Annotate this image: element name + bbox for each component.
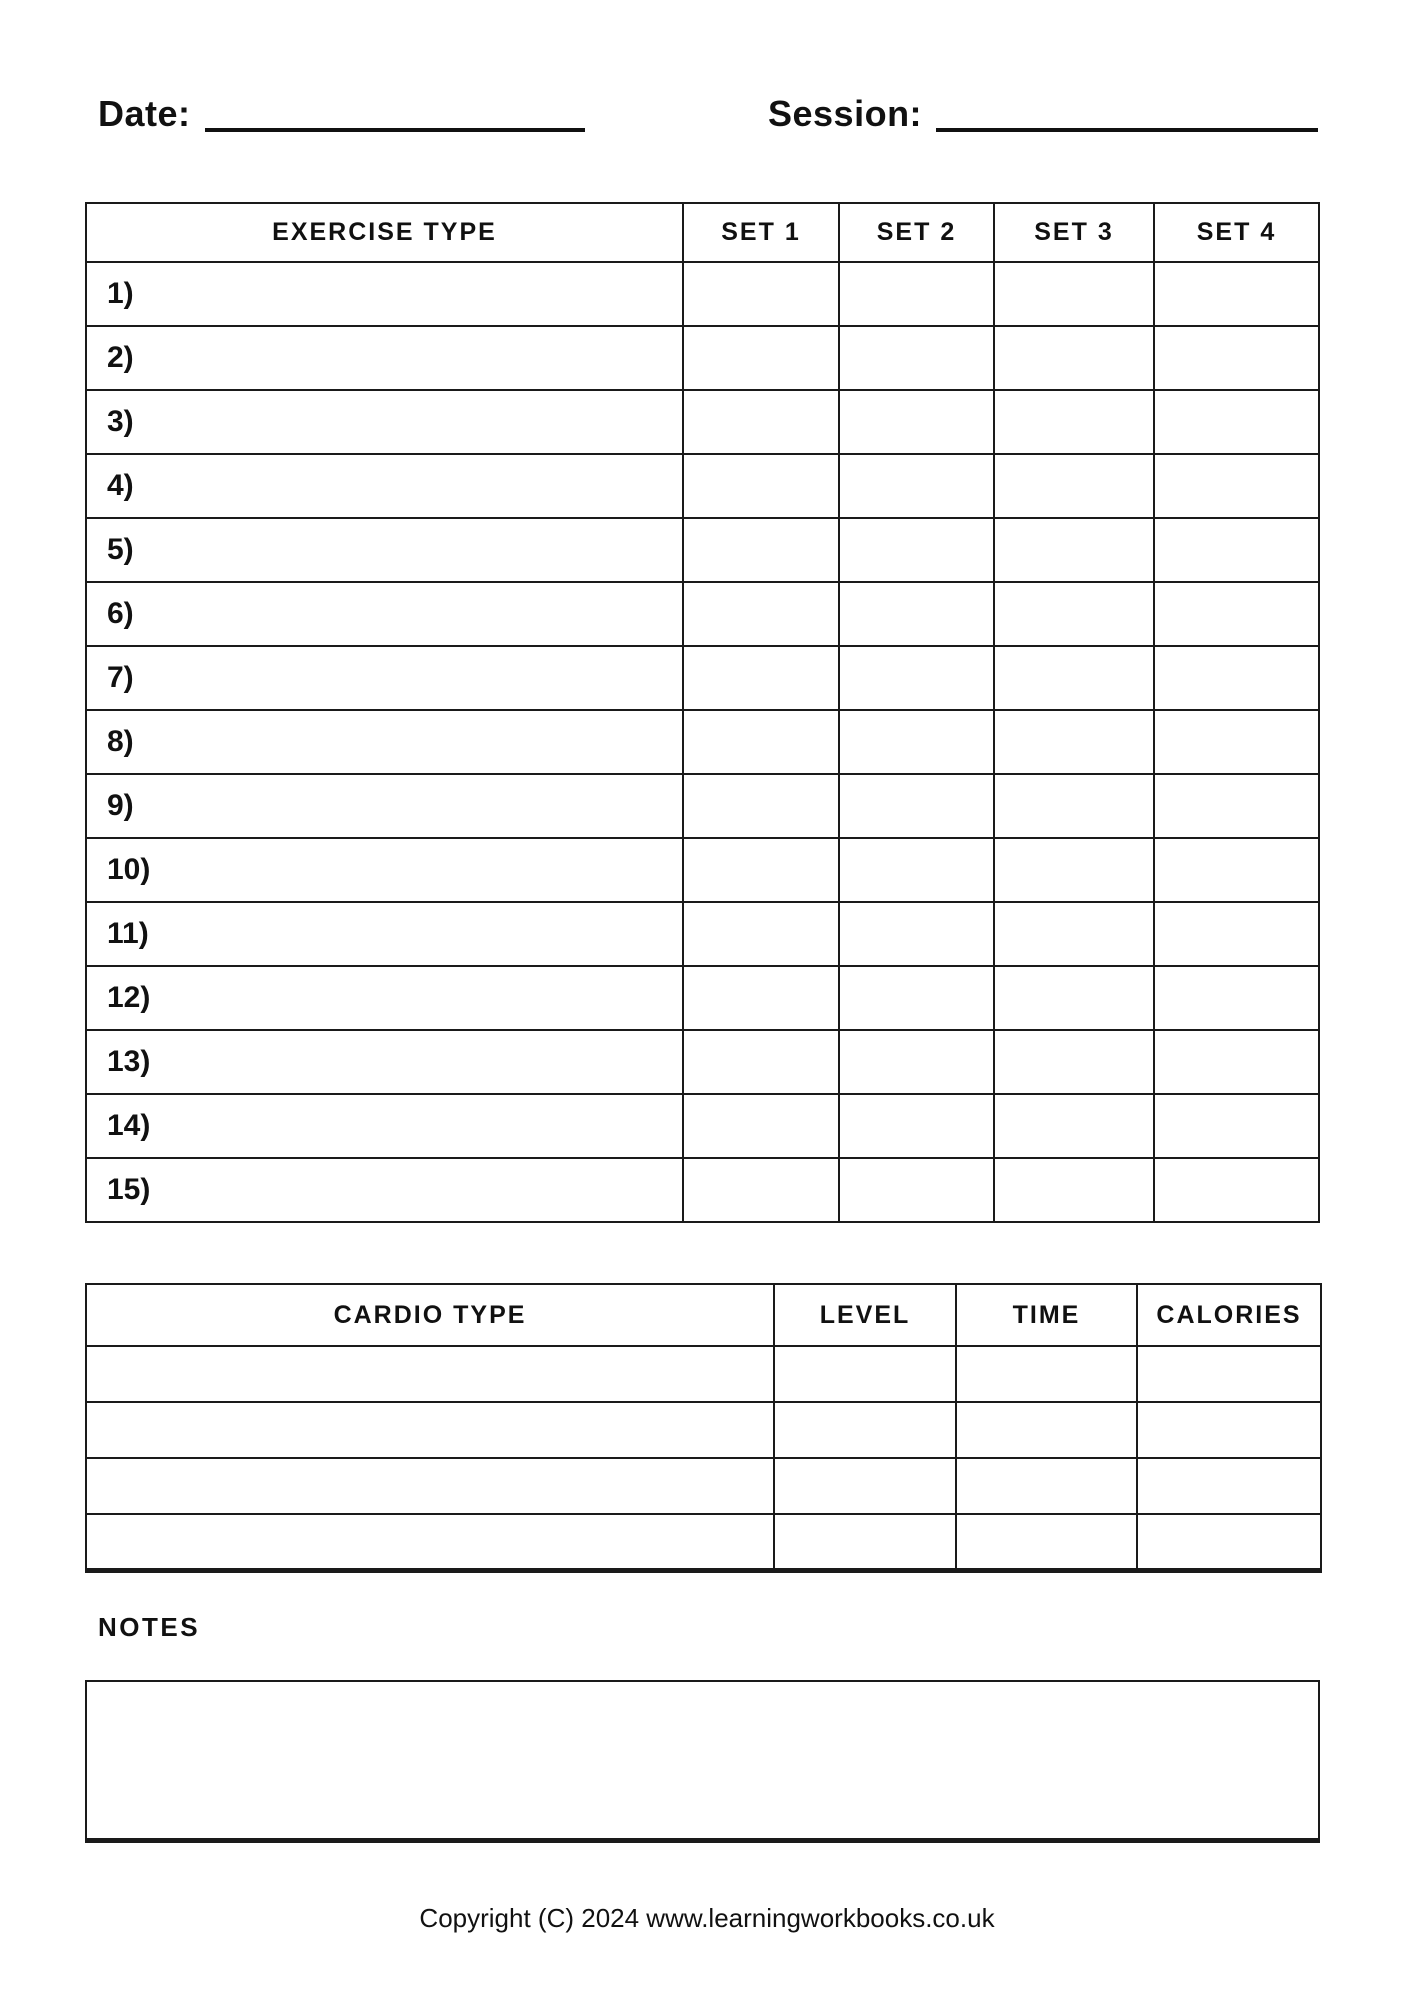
set-4-cell[interactable] [1154, 646, 1319, 710]
set-2-cell[interactable] [839, 1094, 994, 1158]
exercise-row [86, 454, 1319, 518]
exercise-row [86, 1030, 1319, 1094]
set-4-cell[interactable] [1154, 710, 1319, 774]
set-4-cell[interactable] [1154, 326, 1319, 390]
exercise-row-number: 7) [107, 661, 134, 694]
exercise-table [85, 202, 1320, 1223]
set-1-cell[interactable] [683, 518, 839, 582]
set-3-cell[interactable] [994, 710, 1154, 774]
cardio-row [86, 1346, 1321, 1402]
set-2-cell[interactable] [839, 1158, 994, 1222]
exercise-name-cell[interactable] [86, 902, 683, 966]
exercise-name-cell[interactable] [86, 966, 683, 1030]
set-2-cell[interactable] [839, 390, 994, 454]
set-1-cell[interactable] [683, 1158, 839, 1222]
set-4-cell[interactable] [1154, 1094, 1319, 1158]
set-4-cell[interactable] [1154, 582, 1319, 646]
calories-cell[interactable] [1137, 1458, 1321, 1514]
cardio-type-cell[interactable] [86, 1458, 774, 1514]
set-2-cell[interactable] [839, 262, 994, 326]
time-cell[interactable] [956, 1458, 1137, 1514]
set-4-cell[interactable] [1154, 518, 1319, 582]
cardio-table [85, 1283, 1322, 1573]
exercise-row [86, 902, 1319, 966]
set-4-cell[interactable] [1154, 1158, 1319, 1222]
exercise-row-number: 2) [107, 341, 134, 374]
set-1-cell[interactable] [683, 262, 839, 326]
set-3-cell[interactable] [994, 326, 1154, 390]
set-3-cell[interactable] [994, 838, 1154, 902]
set-2-cell[interactable] [839, 902, 994, 966]
set-2-cell[interactable] [839, 646, 994, 710]
exercise-row-number: 15) [107, 1173, 151, 1206]
calories-cell[interactable] [1137, 1402, 1321, 1458]
exercise-row-number: 1) [107, 277, 134, 310]
exercise-row-number: 9) [107, 789, 134, 822]
exercise-name-cell[interactable] [86, 454, 683, 518]
exercise-type-header: EXERCISE TYPE [86, 203, 683, 262]
set-2-header: SET 2 [839, 203, 994, 262]
set-1-header: SET 1 [683, 203, 839, 262]
exercise-row-number: 14) [107, 1109, 151, 1142]
exercise-row-number: 13) [107, 1045, 151, 1078]
exercise-name-cell[interactable] [86, 262, 683, 326]
date-label: Date: [98, 93, 191, 134]
calories-header: CALORIES [1137, 1284, 1321, 1346]
exercise-row-number: 3) [107, 405, 134, 438]
cardio-type-cell[interactable] [86, 1402, 774, 1458]
set-4-cell[interactable] [1154, 1030, 1319, 1094]
set-2-cell[interactable] [839, 838, 994, 902]
exercise-row [86, 710, 1319, 774]
set-1-cell[interactable] [683, 838, 839, 902]
level-cell[interactable] [774, 1402, 956, 1458]
calories-cell[interactable] [1137, 1514, 1321, 1570]
set-1-cell[interactable] [683, 454, 839, 518]
set-3-cell[interactable] [994, 966, 1154, 1030]
set-3-cell[interactable] [994, 518, 1154, 582]
set-2-cell[interactable] [839, 1030, 994, 1094]
calories-cell[interactable] [1137, 1346, 1321, 1402]
exercise-row [86, 582, 1319, 646]
exercise-row [86, 1158, 1319, 1222]
set-3-cell[interactable] [994, 902, 1154, 966]
set-4-cell[interactable] [1154, 902, 1319, 966]
set-1-cell[interactable] [683, 966, 839, 1030]
set-1-cell[interactable] [683, 1030, 839, 1094]
exercise-row-number: 11) [107, 917, 149, 950]
exercise-name-cell[interactable] [86, 390, 683, 454]
exercise-name-cell[interactable] [86, 1094, 683, 1158]
set-3-cell[interactable] [994, 454, 1154, 518]
session-label: Session: [768, 93, 923, 134]
set-1-cell[interactable] [683, 710, 839, 774]
set-1-cell[interactable] [683, 326, 839, 390]
exercise-row [86, 518, 1319, 582]
set-2-cell[interactable] [839, 582, 994, 646]
set-3-cell[interactable] [994, 390, 1154, 454]
exercise-row-number: 12) [107, 981, 151, 1014]
set-2-cell[interactable] [839, 326, 994, 390]
exercise-row-number: 6) [107, 597, 134, 630]
time-header: TIME [956, 1284, 1137, 1346]
cardio-row [86, 1514, 1321, 1570]
exercise-row [86, 1094, 1319, 1158]
level-cell[interactable] [774, 1458, 956, 1514]
footer-copyright: Copyright (C) 2024 www.learningworkbooks.co.uk [419, 1903, 995, 1933]
exercise-name-cell[interactable] [86, 710, 683, 774]
exercise-name-cell[interactable] [86, 646, 683, 710]
exercise-row-number: 8) [107, 725, 134, 758]
set-2-cell[interactable] [839, 774, 994, 838]
exercise-row [86, 326, 1319, 390]
set-3-cell[interactable] [994, 262, 1154, 326]
exercise-row-number: 10) [107, 853, 151, 886]
set-4-cell[interactable] [1154, 966, 1319, 1030]
set-3-cell[interactable] [994, 1158, 1154, 1222]
set-1-cell[interactable] [683, 646, 839, 710]
level-cell[interactable] [774, 1514, 956, 1570]
exercise-row [86, 774, 1319, 838]
notes-label: NOTES [98, 1612, 201, 1642]
exercise-name-cell[interactable] [86, 838, 683, 902]
set-1-cell[interactable] [683, 582, 839, 646]
set-4-cell[interactable] [1154, 774, 1319, 838]
level-cell[interactable] [774, 1346, 956, 1402]
set-4-cell[interactable] [1154, 838, 1319, 902]
exercise-row [86, 390, 1319, 454]
session-field [768, 93, 1318, 134]
set-3-cell[interactable] [994, 646, 1154, 710]
set-3-cell[interactable] [994, 1094, 1154, 1158]
session-blank-line[interactable] [936, 120, 1318, 132]
set-2-cell[interactable] [839, 518, 994, 582]
set-1-cell[interactable] [683, 774, 839, 838]
set-3-cell[interactable] [994, 774, 1154, 838]
exercise-name-cell[interactable] [86, 582, 683, 646]
exercise-table-header-row [86, 203, 1319, 262]
cardio-type-header: CARDIO TYPE [86, 1284, 774, 1346]
exercise-name-cell[interactable] [86, 326, 683, 390]
cardio-table-header-row [86, 1284, 1321, 1346]
time-cell[interactable] [956, 1514, 1137, 1570]
exercise-row [86, 646, 1319, 710]
exercise-name-cell[interactable] [86, 774, 683, 838]
set-2-cell[interactable] [839, 710, 994, 774]
set-4-cell[interactable] [1154, 390, 1319, 454]
set-1-cell[interactable] [683, 1094, 839, 1158]
set-4-cell[interactable] [1154, 454, 1319, 518]
exercise-row [86, 838, 1319, 902]
date-field [98, 93, 585, 134]
set-3-cell[interactable] [994, 582, 1154, 646]
set-2-cell[interactable] [839, 966, 994, 1030]
set-1-cell[interactable] [683, 902, 839, 966]
set-4-cell[interactable] [1154, 262, 1319, 326]
notes-box[interactable] [85, 1680, 1320, 1843]
level-header: LEVEL [774, 1284, 956, 1346]
time-cell[interactable] [956, 1346, 1137, 1402]
time-cell[interactable] [956, 1402, 1137, 1458]
exercise-row-number: 4) [107, 469, 134, 502]
exercise-row-number: 5) [107, 533, 134, 566]
exercise-row [86, 966, 1319, 1030]
exercise-row [86, 262, 1319, 326]
cardio-type-cell[interactable] [86, 1346, 774, 1402]
set-3-cell[interactable] [994, 1030, 1154, 1094]
date-blank-line[interactable] [205, 120, 585, 132]
set-4-header: SET 4 [1154, 203, 1319, 262]
set-1-cell[interactable] [683, 390, 839, 454]
set-2-cell[interactable] [839, 454, 994, 518]
exercise-name-cell[interactable] [86, 1030, 683, 1094]
exercise-name-cell[interactable] [86, 1158, 683, 1222]
cardio-row [86, 1402, 1321, 1458]
set-3-header: SET 3 [994, 203, 1154, 262]
exercise-name-cell[interactable] [86, 518, 683, 582]
cardio-type-cell[interactable] [86, 1514, 774, 1570]
cardio-row [86, 1458, 1321, 1514]
